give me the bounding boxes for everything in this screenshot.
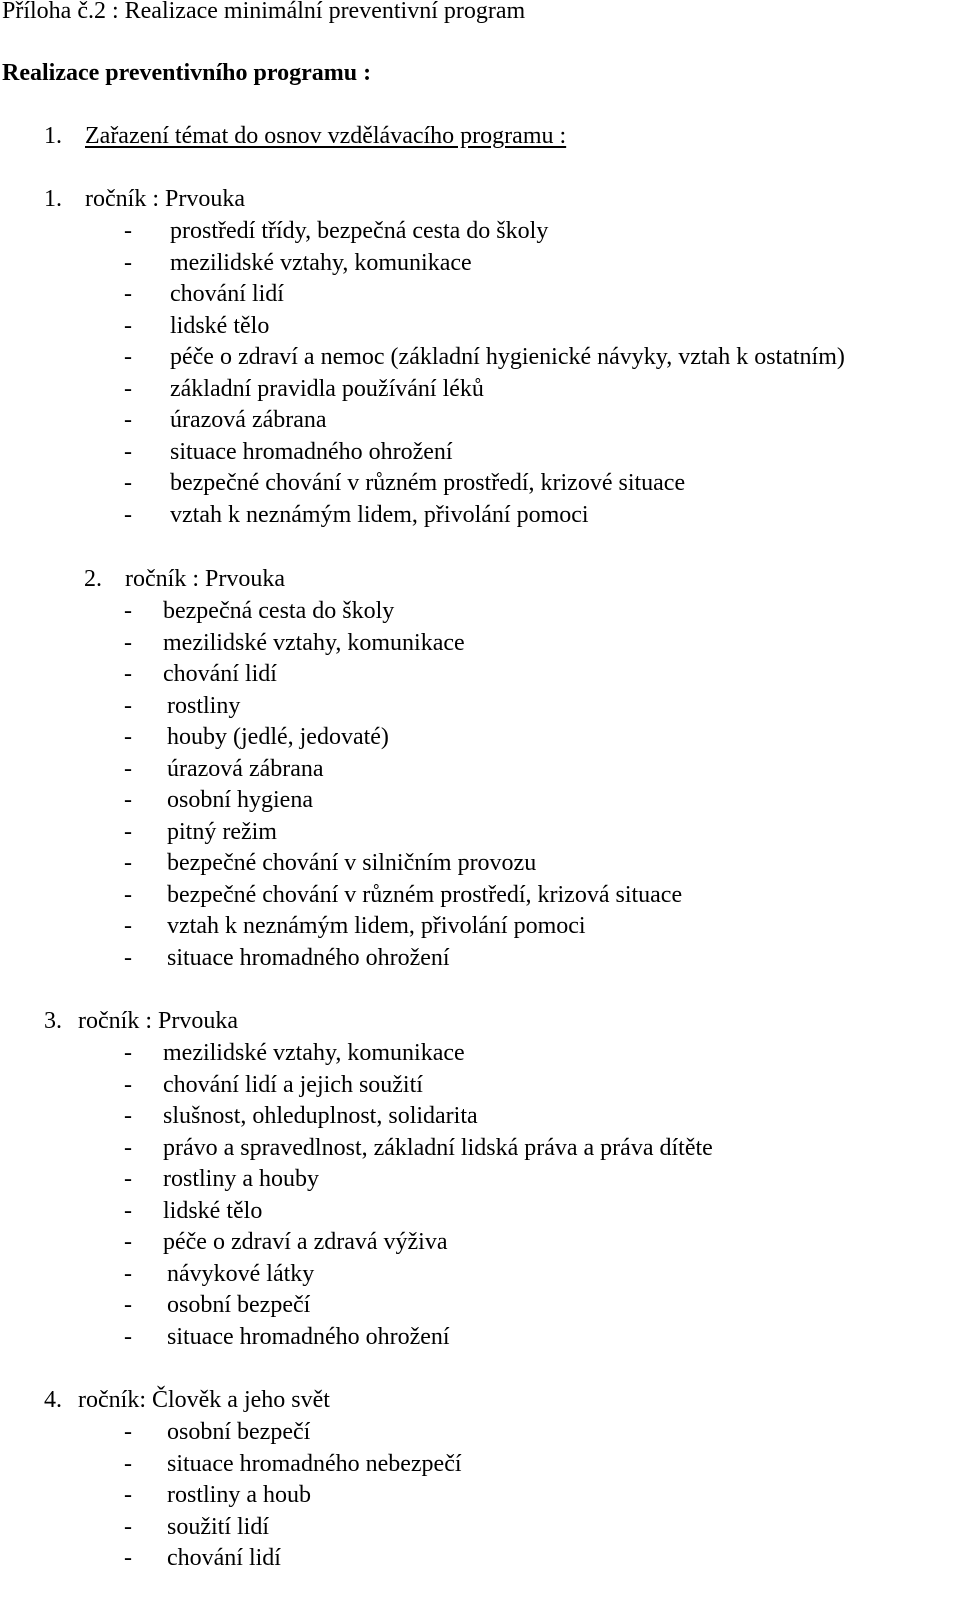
dash-bullet: -: [124, 1040, 132, 1066]
list-item-text: osobní bezpečí: [167, 1292, 311, 1318]
list-item-text: situace hromadného ohrožení: [167, 944, 450, 971]
grade-number: 1.: [44, 186, 62, 212]
dash-bullet: -: [124, 598, 132, 624]
dash-bullet: -: [124, 470, 132, 496]
list-item-text: péče o zdraví a nemoc (základní hygienické návyky, vztah k ostatním): [170, 344, 845, 370]
list-item-text: mezilidské vztahy, komunikace: [163, 629, 465, 656]
dash-bullet: -: [124, 881, 132, 908]
list-item-text: úrazová zábrana: [167, 755, 324, 782]
dash-bullet: -: [124, 1513, 132, 1540]
dash-bullet: -: [124, 1134, 132, 1161]
dash-bullet: -: [124, 407, 132, 433]
list-item-text: bezpečné chování v různém prostředí, krizové situace: [170, 470, 686, 496]
dash-bullet: -: [124, 1292, 132, 1318]
list-item-text: lidské tělo: [163, 1197, 263, 1224]
grade-label: ročník : Prvouka: [125, 566, 285, 592]
grade-heading: [44, 1006, 238, 1038]
dash-bullet: -: [124, 344, 132, 370]
list-item-text: základní pravidla používání léků: [170, 375, 484, 402]
dash-bullet: -: [124, 1450, 132, 1477]
enumeration-number: 1.: [44, 123, 62, 149]
list-item-text: úrazová zábrana: [170, 407, 327, 433]
list-item-text: situace hromadného nebezpečí: [167, 1450, 462, 1477]
dash-bullet: -: [124, 1260, 132, 1287]
dash-bullet: -: [124, 755, 132, 782]
dash-bullet: -: [124, 850, 132, 876]
dash-bullet: -: [124, 724, 132, 750]
dash-bullet: -: [124, 218, 132, 244]
dash-bullet: -: [124, 1166, 132, 1192]
list-item-text: situace hromadného ohrožení: [170, 438, 453, 465]
list-item-text: chování lidí: [167, 1545, 281, 1571]
dash-bullet: -: [124, 1103, 132, 1129]
grade-heading: [84, 564, 285, 596]
list-item-text: bezpečné chování v různém prostředí, krizová situace: [167, 881, 683, 908]
dash-bullet: -: [124, 375, 132, 402]
grade-label: ročník: Člověk a jeho svět: [78, 1387, 330, 1413]
list-item-text: pitný režim: [167, 818, 277, 845]
dash-bullet: -: [124, 1229, 132, 1255]
list-item-text: rostliny a houby: [163, 1166, 319, 1192]
list-item-text: rostliny a houb: [167, 1482, 311, 1508]
dash-bullet: -: [124, 913, 132, 939]
document-title: Příloha č.2 : Realizace minimální preventivní program: [2, 0, 526, 24]
list-item-text: mezilidské vztahy, komunikace: [163, 1040, 465, 1066]
list-item-text: lidské tělo: [170, 312, 270, 339]
list-item-text: chování lidí: [163, 661, 277, 687]
dash-bullet: -: [124, 661, 132, 687]
dash-bullet: -: [124, 629, 132, 656]
list-item-text: rostliny: [167, 692, 241, 719]
grade-heading: [44, 184, 245, 216]
grade-number: 3.: [44, 1008, 62, 1034]
list-item-text: bezpečné chování v silničním provozu: [167, 850, 537, 876]
dash-bullet: -: [124, 1482, 132, 1508]
list-item-text: osobní bezpečí: [167, 1419, 311, 1445]
list-item-text: péče o zdraví a zdravá výživa: [163, 1229, 448, 1255]
section-heading: Realizace preventivního programu :: [2, 60, 372, 86]
dash-bullet: -: [124, 249, 132, 276]
list-item-text: právo a spravedlnost, základní lidská práva a práva dítěte: [163, 1134, 713, 1161]
dash-bullet: -: [124, 1071, 132, 1098]
grade-number: 2.: [84, 566, 102, 592]
dash-bullet: -: [124, 944, 132, 971]
dash-bullet: -: [124, 1419, 132, 1445]
list-item-text: prostředí třídy, bezpečná cesta do školy: [170, 218, 549, 244]
list-item-text: chování lidí a jejich soužití: [163, 1071, 423, 1098]
dash-bullet: -: [124, 312, 132, 339]
dash-bullet: -: [124, 1197, 132, 1224]
list-item-text: mezilidské vztahy, komunikace: [170, 249, 472, 276]
list-item-text: vztah k neznámým lidem, přivolání pomoci: [167, 913, 586, 939]
dash-bullet: -: [124, 1323, 132, 1350]
list-item-text: houby (jedlé, jedovaté): [167, 724, 389, 750]
dash-bullet: -: [124, 787, 132, 813]
list-item-text: vztah k neznámým lidem, přivolání pomoci: [170, 501, 589, 528]
list-item-text: soužití lidí: [167, 1513, 269, 1540]
dash-bullet: -: [124, 281, 132, 307]
dash-bullet: -: [124, 818, 132, 845]
list-item-text: chování lidí: [170, 281, 284, 307]
list-item-text: situace hromadného ohrožení: [167, 1323, 450, 1350]
grade-number: 4.: [44, 1387, 62, 1413]
dash-bullet: -: [124, 438, 132, 465]
dash-bullet: -: [124, 1545, 132, 1571]
list-item-text: osobní hygiena: [167, 787, 313, 813]
dash-bullet: -: [124, 501, 132, 528]
grade-label: ročník : Prvouka: [78, 1008, 238, 1034]
enumeration-text: Zařazení témat do osnov vzdělávacího programu :: [85, 123, 567, 149]
list-item-text: bezpečná cesta do školy: [163, 598, 395, 624]
list-item-text: návykové látky: [167, 1260, 315, 1287]
list-item-text: slušnost, ohleduplnost, solidarita: [163, 1103, 478, 1129]
grade-heading: [44, 1385, 330, 1417]
grade-label: ročník : Prvouka: [85, 186, 245, 212]
dash-bullet: -: [124, 692, 132, 719]
